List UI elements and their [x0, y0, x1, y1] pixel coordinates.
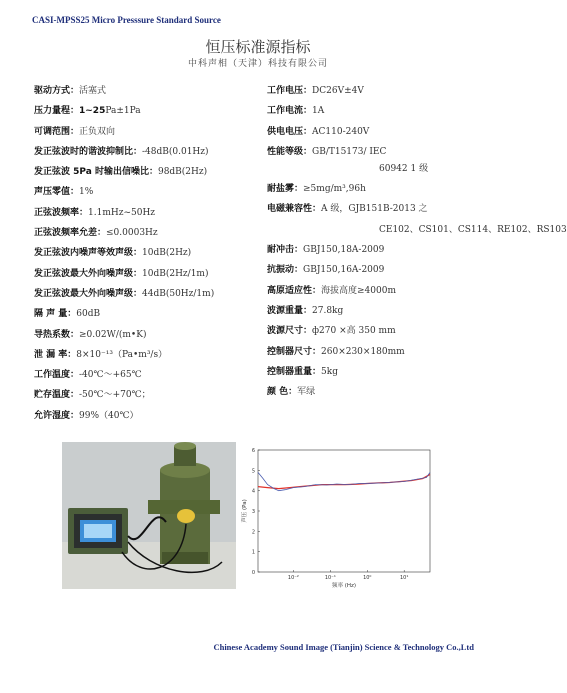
- spec-label: 发正弦波内噪声等效声级：: [34, 248, 143, 259]
- spec-row: [34, 226, 259, 246]
- spec-label: 工作电流：: [267, 106, 313, 117]
- spec-value: 8×10⁻¹³（Pa•m³/s）: [76, 349, 168, 360]
- spec-row: [267, 365, 497, 385]
- spec-row: [34, 307, 259, 327]
- spec-label: 可调范围：: [34, 126, 80, 137]
- y-tick-label: 6: [251, 448, 255, 454]
- spec-label: 导热系数：: [34, 329, 80, 340]
- spec-label: 供电电压：: [267, 126, 313, 137]
- spec-value: GB/T15173/ IEC: [312, 146, 387, 157]
- spec-label: 压力量程：1~25: [34, 106, 106, 117]
- spec-row: [267, 202, 497, 222]
- spec-value: 军绿: [297, 387, 316, 398]
- spec-value: ≥5mg/m³,96h: [303, 184, 366, 195]
- spec-value: GBJ150,16A-2009: [303, 265, 385, 276]
- spec-row: [34, 348, 259, 368]
- y-axis-label: 声压 (Pa): [242, 499, 248, 523]
- spec-row: [267, 104, 497, 124]
- spec-label: 贮存温度：: [34, 390, 80, 401]
- spec-row: [34, 388, 259, 408]
- spec-row: [34, 104, 259, 124]
- spec-label: 工作电压：: [267, 86, 313, 96]
- spec-value: AC110-240V: [312, 126, 370, 137]
- spec-label: 高原适应性：: [267, 285, 322, 296]
- spec-value: 正负双向: [79, 126, 116, 137]
- spec-label: 发正弦波时的谐波抑制比：: [34, 146, 143, 157]
- spec-row: [34, 84, 259, 104]
- spec-value: 5kg: [321, 366, 338, 377]
- spec-row: [34, 206, 259, 226]
- spec-row: [267, 125, 497, 145]
- spec-row: [267, 182, 497, 202]
- spec-row: [267, 145, 497, 162]
- spec-label: 波源重量：: [267, 305, 313, 316]
- right-spec-list: [267, 84, 567, 405]
- spec-label: 驱动方式：: [34, 86, 80, 96]
- spec-row: [267, 84, 497, 104]
- spec-value: A 级，GJB151B-2013 之: [321, 204, 428, 215]
- spec-value: 99%（40℃）: [79, 410, 139, 421]
- spec-label: 声压零值：: [34, 187, 80, 198]
- spec-value: -48dB(0.01Hz): [142, 146, 209, 157]
- spec-row: [34, 165, 259, 185]
- spec-label: 正弦波频率：: [34, 207, 89, 218]
- spec-row: [34, 368, 259, 388]
- spec-value: 1%: [79, 187, 94, 198]
- spec-value: ≤0.0003Hz: [106, 228, 158, 239]
- spec-value: 活塞式: [79, 86, 107, 96]
- spec-label: 电磁兼容性：: [267, 204, 322, 215]
- spec-label: 抗振动：: [267, 265, 304, 276]
- chart-svg: [240, 444, 436, 590]
- spec-label: 正弦波频率允差：: [34, 228, 107, 239]
- spec-value: ≥0.02W/(m•K): [79, 329, 147, 340]
- spec-value: 98dB(2Hz): [157, 167, 208, 178]
- spec-label: 泄 漏 率：: [34, 349, 77, 360]
- spec-value: -40℃～+65℃: [79, 370, 142, 381]
- spec-label: 发正弦波最大外向噪声级：: [34, 288, 143, 299]
- spec-row: [34, 287, 259, 307]
- spec-label: 耐冲击：: [267, 245, 304, 256]
- product-photo: [62, 442, 236, 589]
- spec-row: [267, 162, 497, 182]
- y-tick-label: 3: [251, 509, 255, 515]
- y-tick-label: 5: [251, 468, 255, 475]
- spec-label: 工作温度：: [34, 370, 80, 381]
- spec-label: 耐盐雾：: [267, 184, 304, 195]
- spec-value: 44dB(50Hz/1m): [142, 288, 215, 299]
- y-tick-label: 1: [251, 549, 255, 556]
- page-title: 恒压标准源指标: [205, 38, 311, 56]
- spec-label: 允许湿度：: [34, 410, 80, 421]
- footer-company: Chinese Academy Sound Image (Tianjin) Science & Technology Co.,Ltd: [213, 642, 474, 652]
- spec-label: 波源尺寸：: [267, 326, 313, 337]
- spec-label: 发正弦波 5Pa 时输出信噪比：: [34, 167, 158, 178]
- spec-value: 1A: [312, 106, 325, 117]
- spec-row: [267, 263, 497, 283]
- spec-row: [34, 409, 259, 429]
- spec-value: 260×230×180mm: [321, 346, 405, 357]
- y-tick-label: 2: [251, 529, 255, 536]
- y-tick-label: 0: [251, 570, 255, 576]
- spec-row: [267, 345, 497, 365]
- x-axis-label: 频率 (Hz): [331, 583, 357, 589]
- y-tick-label: 4: [251, 488, 255, 495]
- x-tick-label: 10¹: [400, 575, 409, 581]
- spec-value: ф270 ×高 350 mm: [312, 326, 396, 337]
- spec-value: GBJ150,18A-2009: [303, 245, 385, 256]
- spec-value: 10dB(2Hz): [142, 248, 192, 259]
- spec-row: [267, 385, 497, 405]
- spec-value: 60942 1 级: [379, 163, 429, 174]
- x-tick-label: 10⁻²: [287, 575, 299, 581]
- spec-value: 60dB: [76, 309, 101, 320]
- frequency-response-chart: [240, 444, 436, 590]
- spec-row: [34, 145, 259, 165]
- spec-row: [267, 243, 497, 263]
- spec-row: [34, 185, 259, 205]
- spec-row: [34, 246, 259, 266]
- spec-row: [267, 324, 497, 344]
- plot-area: [258, 450, 430, 572]
- spec-label: 控制器尺寸：: [267, 346, 322, 357]
- spec-row: [34, 267, 259, 287]
- header-brand: CASI-MPSS25 Micro Presssure Standard Source: [32, 15, 221, 25]
- spec-label: 发正弦波最大外向噪声级：: [34, 268, 143, 279]
- left-spec-list: [34, 84, 259, 429]
- spec-value: -50℃～+70℃；: [79, 390, 151, 401]
- spec-value: 海拔高度≥4000m: [321, 285, 396, 296]
- spec-value: CE102、CS101、CS114、RE102、RS103: [379, 224, 567, 235]
- x-tick-label: 10⁻¹: [324, 575, 336, 581]
- spec-label: 性能等级：: [267, 146, 313, 157]
- spec-row: [34, 328, 259, 348]
- product-photo-illustration: [62, 442, 236, 589]
- spec-value: Pa±1Pa: [105, 106, 141, 117]
- spec-row: [267, 304, 497, 324]
- spec-label: 隔 声 量：: [34, 309, 77, 320]
- spec-value: 10dB(2Hz/1m): [142, 268, 209, 279]
- spec-row: [267, 223, 567, 243]
- spec-row: [267, 284, 497, 304]
- x-tick-label: 10⁰: [363, 575, 372, 581]
- spec-value: DC26V±4V: [312, 86, 364, 96]
- spec-row: [34, 125, 259, 145]
- company-name: 中科声相（天津）科技有限公司: [187, 59, 328, 69]
- spec-label: 控制器重量：: [267, 366, 322, 377]
- spec-label: 颜 色：: [267, 387, 298, 398]
- spec-value: 27.8kg: [312, 305, 344, 316]
- spec-value: 1.1mHz~50Hz: [88, 207, 156, 218]
